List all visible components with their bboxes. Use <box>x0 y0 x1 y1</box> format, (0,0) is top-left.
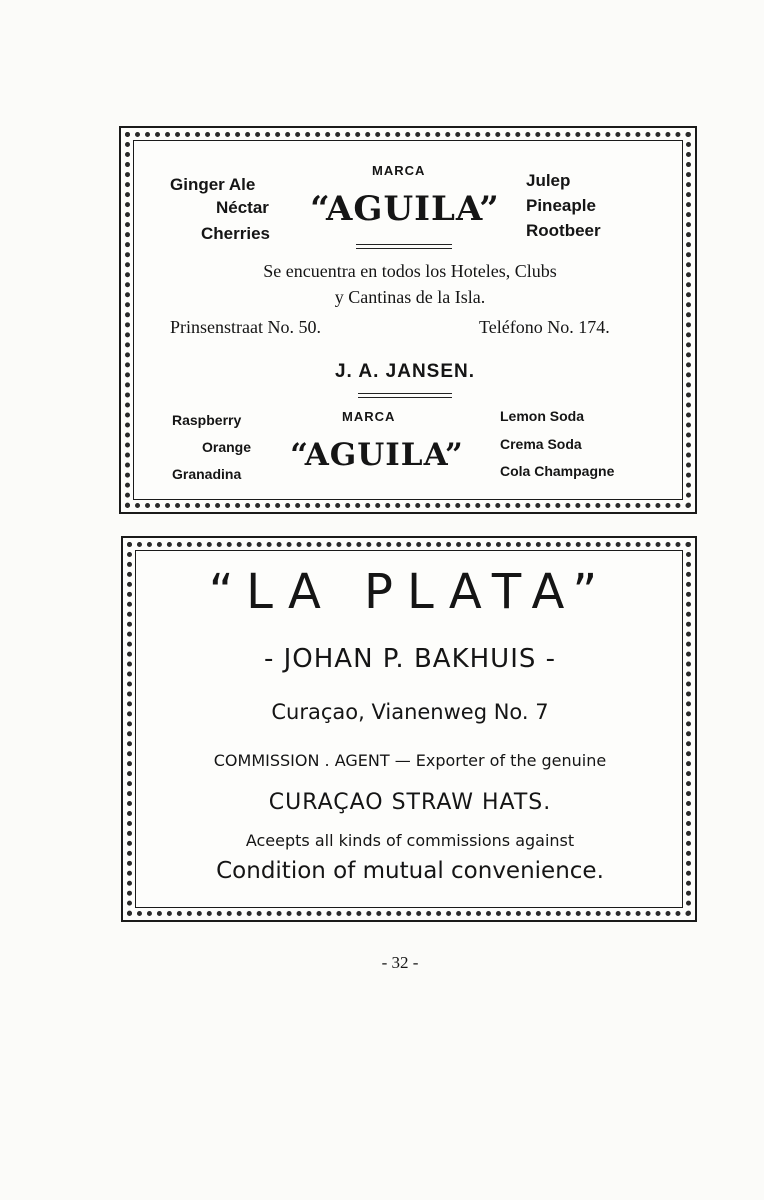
aguila-bottom-left-item-2: Orange <box>202 439 252 455</box>
aguila-bottom-left-item-3: Granadina <box>172 466 242 482</box>
aguila-top-left-item-1: Ginger Ale <box>170 175 256 194</box>
aguila-top-divider <box>356 244 452 249</box>
la-plata-address: Curaçao, Vianenweg No. 7 <box>271 700 549 724</box>
aguila-merchant-name: J. A. JANSEN. <box>334 361 476 382</box>
aguila-availability-line-2: y Cantinas de la Isla. <box>334 287 486 307</box>
aguila-top-brand: “AGUILA” <box>310 189 500 229</box>
aguila-bottom-marca: MARCA <box>342 409 396 424</box>
aguila-middle-divider <box>358 393 452 398</box>
aguila-phone: Teléfono No. 174. <box>479 317 610 337</box>
aguila-bottom-right-item-2: Crema Soda <box>500 436 582 452</box>
aguila-top-left-item-3: Cherries <box>201 224 270 243</box>
la-plata-owner: - JOHAN P. BAKHUIS - <box>263 644 557 674</box>
aguila-bottom-right-item-3: Cola Champagne <box>500 463 615 479</box>
aguila-top-marca: MARCA <box>372 163 426 178</box>
aguila-bottom-left-item-1: Raspberry <box>172 412 242 428</box>
page-number: - 32 - <box>381 953 419 972</box>
la-plata-description-line-2: CURAÇAO STRAW HATS. <box>268 790 552 815</box>
aguila-bottom-right-item-1: Lemon Soda <box>500 408 585 424</box>
la-plata-description-line-4: Condition of mutual convenience. <box>216 858 604 884</box>
aguila-availability-line-1: Se encuentra en todos los Hoteles, Clubs <box>263 261 557 281</box>
aguila-top-right-item-3: Rootbeer <box>526 221 601 240</box>
aguila-address: Prinsenstraat No. 50. <box>170 317 321 337</box>
aguila-top-right-item-1: Julep <box>526 171 571 190</box>
la-plata-description-line-1: COMMISSION . AGENT — Exporter of the genuine <box>213 751 607 770</box>
la-plata-title: “LA PLATA” <box>208 564 612 620</box>
aguila-top-left-item-2: Néctar <box>216 198 269 217</box>
aguila-bottom-brand: “AGUILA” <box>290 437 464 473</box>
la-plata-description-line-3: Aceepts all kinds of commissions against <box>245 831 575 850</box>
aguila-top-right-item-2: Pineaple <box>526 196 596 215</box>
